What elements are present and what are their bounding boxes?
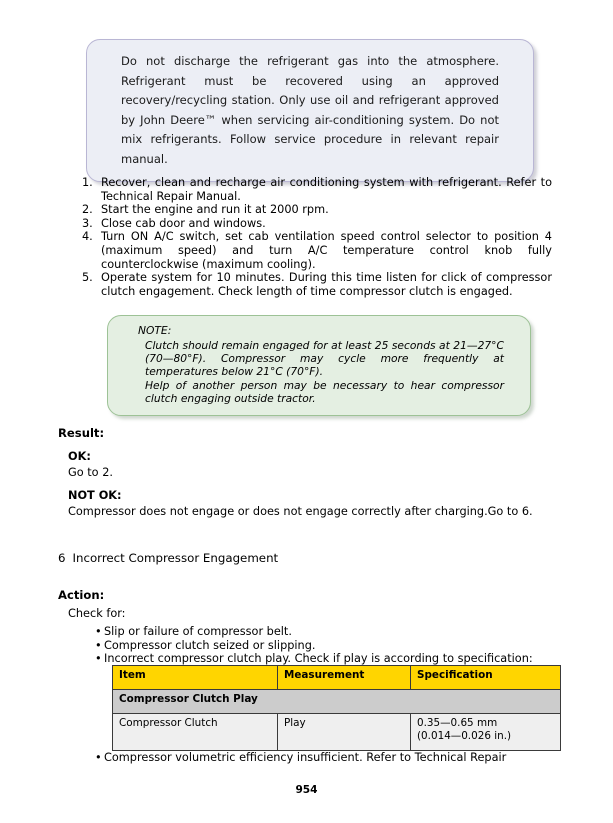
result-heading: Result: (58, 426, 105, 440)
bullet-icon: • (95, 638, 102, 652)
list-item-number: 4. (82, 230, 93, 244)
table-header-row (113, 666, 561, 690)
list-item (95, 652, 558, 666)
action-heading: Action: (58, 588, 105, 602)
result-ok-text: Go to 2. (68, 466, 113, 479)
bullet-icon: • (95, 751, 102, 764)
result-not-ok-label: NOT OK: (68, 489, 122, 502)
list-item (95, 639, 558, 653)
result-ok-label: OK: (68, 450, 91, 463)
list-item-number: 5. (82, 271, 93, 285)
warning-callout-box (86, 39, 534, 182)
list-item (82, 271, 552, 298)
result-not-ok-text: Compressor does not engage or does not engage correctly after charging.Go to 6. (68, 505, 533, 518)
list-item-text: Slip or failure of compressor belt. (104, 625, 292, 638)
list-item-text: Recover, clean and recharge air conditioning system with refrigerant. Refer to Technical Repair Manual. (101, 176, 552, 203)
spec-value-imperial: (0.014—0.026 in.) (417, 730, 512, 743)
table-group-row (113, 690, 561, 714)
list-item (82, 176, 552, 203)
action-intro-text: Check for: (68, 607, 126, 620)
bullet-icon: • (95, 625, 102, 638)
note-paragraph-2: Help of another person may be necessary to hear compressor clutch engaging outside tractor. (145, 378, 504, 405)
specification-table (112, 665, 561, 751)
list-item-text: Compressor clutch seized or slipping. (104, 638, 316, 652)
procedure-list (82, 176, 552, 298)
note-callout-box (107, 315, 531, 416)
table-cell-specification (411, 714, 561, 751)
table-body (113, 690, 561, 751)
section-heading (58, 550, 278, 566)
list-item (82, 230, 552, 271)
table-row (113, 714, 561, 751)
list-item-text: Close cab door and windows. (101, 216, 266, 230)
note-label: NOTE: (138, 324, 172, 337)
section-title: Incorrect Compressor Engagement (72, 551, 279, 565)
section-number: 6 (58, 551, 66, 565)
spec-value-metric: 0.35—0.65 mm (417, 717, 498, 729)
result-section (58, 425, 558, 519)
page-number: 954 (295, 784, 318, 796)
trailing-bullet-item (95, 751, 551, 765)
warning-text: Do not discharge the refrigerant gas into the atmosphere. Refrigerant must be recovered using an approved recovery/recycling station. Only use oil and refrigerant approved by John Deere™ when servicing air-conditioning system. Do not mix refrigerants. Follow service procedure in relevant repair manual. (121, 54, 499, 166)
action-section (58, 587, 558, 666)
list-item-text: Operate system for 10 minutes. During this time listen for click of compressor clutch engagement. Check length of time compressor clutch is engaged. (101, 271, 552, 298)
list-item-text: Incorrect compressor clutch play. Check if play is according to specification: (104, 652, 533, 666)
table-column-header-item: Item (113, 666, 278, 690)
table-cell-item: Compressor Clutch (113, 714, 278, 751)
table-header (113, 666, 561, 690)
list-item (95, 625, 558, 639)
note-paragraph-1: Clutch should remain engaged for at least 25 seconds at 21—27°C (70—80°F). Compressor may cycle more frequently at temperatures below 21°C (70°F). (145, 339, 504, 379)
list-item (82, 203, 552, 217)
list-item-number: 2. (82, 203, 93, 217)
table-group-label: Compressor Clutch Play (113, 690, 561, 714)
list-item-number: 1. (82, 176, 93, 189)
list-item-number: 3. (82, 216, 93, 230)
table-column-header-measurement: Measurement (278, 666, 411, 690)
list-item-text: Turn ON A/C switch, set cab ventilation speed control selector to position 4 (maximum speed) and turn A/C temperature control knob fully counterclockwise (maximum cooling). (101, 230, 552, 271)
table-column-header-specification: Specification (411, 666, 561, 690)
bullet-icon: • (95, 652, 102, 666)
list-item (82, 217, 552, 231)
table-cell-measurement: Play (278, 714, 411, 751)
action-bullet-list (95, 625, 558, 666)
list-item-text: Start the engine and run it at 2000 rpm. (101, 203, 329, 217)
trailing-bullet-text: Compressor volumetric efficiency insufficient. Refer to Technical Repair (104, 751, 507, 764)
